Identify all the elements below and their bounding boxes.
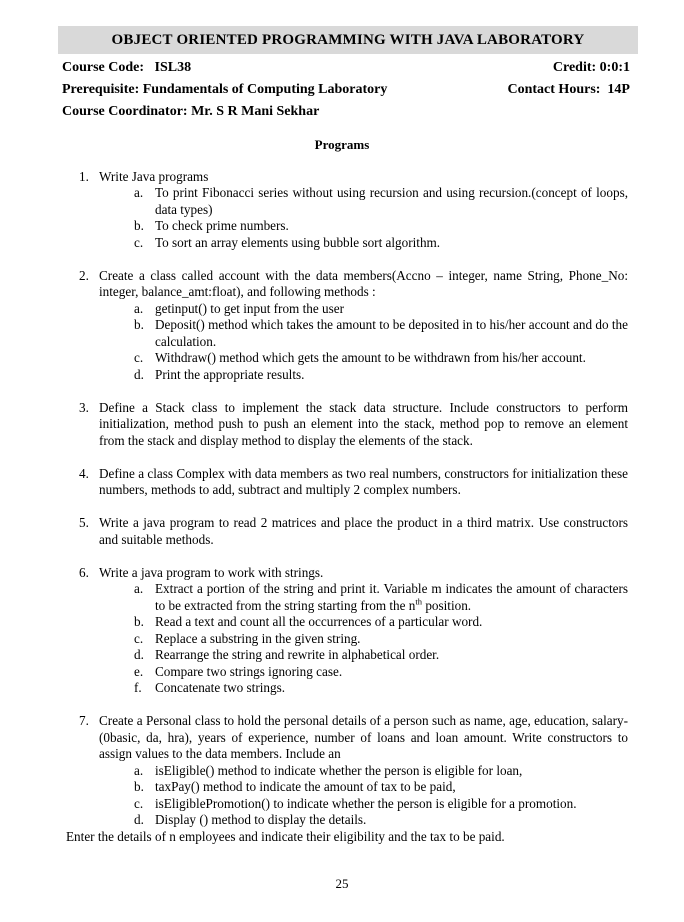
program-item <box>79 565 628 697</box>
program-text: Define a Stack class to implement the stack data structure. Include constructors to perform initialization, method push to push an element into the stack, method pop to remove an element from the stack and display method to display the elements of the stack. <box>99 399 628 448</box>
program-body <box>99 169 628 252</box>
course-code-text: Course Code: ISL38 <box>62 60 192 75</box>
subitem-letter: c. <box>134 234 144 250</box>
subitem-text: To sort an array elements using bubble sort algorithm. <box>155 234 441 250</box>
program-text: Define a class Complex with data members as two real numbers, constructors for initialization these numbers, methods to add, subtract and multiply 2 complex numbers. <box>99 465 628 497</box>
program-body <box>99 515 628 548</box>
header-row-1 <box>62 57 630 79</box>
program-subitem <box>99 350 628 367</box>
superscript-text: th <box>415 596 423 607</box>
contact-hours-text: Contact Hours: 14P <box>507 82 630 97</box>
course-header <box>62 57 630 123</box>
program-item <box>79 515 628 548</box>
program-subitem <box>99 235 628 252</box>
program-subitem <box>99 763 628 780</box>
prerequisite-text: Prerequisite: Fundamentals of Computing Laboratory <box>62 82 388 97</box>
subitem-text: Print the appropriate results. <box>155 366 305 382</box>
subitem-text: Display () method to display the details. <box>155 812 367 827</box>
program-body <box>99 466 628 499</box>
program-number: 4. <box>79 465 89 481</box>
subitem-text: To print Fibonacci series without using recursion and using recursion.(concept of loops, data types) <box>155 185 628 217</box>
program-item <box>79 268 628 384</box>
subitem-text: isEligible() method to indicate whether the person is eligible for loan, <box>155 762 523 778</box>
program-subitem <box>99 664 628 681</box>
program-item <box>79 466 628 499</box>
program-subitem <box>99 779 628 796</box>
program-subitem <box>99 631 628 648</box>
program-subitem <box>99 647 628 664</box>
subitem-letter: a. <box>134 762 144 778</box>
subitem-text: taxPay() method to indicate the amount of tax to be paid, <box>155 779 456 794</box>
program-subitem <box>99 218 628 235</box>
subitem-text: Compare two strings ignoring case. <box>155 663 343 679</box>
program-subitem <box>99 614 628 631</box>
subitem-text: Extract a portion of the string and print it. Variable m indicates the amount of characters to be extracted from the string starting from the $n^{th}$ position. <box>155 581 628 613</box>
program-item <box>79 169 628 252</box>
program-subitem <box>99 796 628 813</box>
program-number: 6. <box>79 564 89 580</box>
program-body <box>99 400 628 450</box>
subitem-text: isEligiblePromotion() to indicate whether the person is eligible for a promotion. <box>155 795 577 811</box>
course-title: OBJECT ORIENTED PROGRAMMING WITH JAVA LABORATORY <box>111 32 585 48</box>
program-text: Create a class called account with the data members(Accno – integer, name String, Phone_No: integer, balance_amt:float), and following methods : <box>99 267 628 299</box>
course-coordinator-text: Course Coordinator: Mr. S R Mani Sekhar <box>62 104 320 119</box>
subitem-letter: e. <box>134 663 144 679</box>
subitem-letter: d. <box>134 647 144 662</box>
subitem-letter: b. <box>134 218 144 233</box>
subitem-text: Deposit() method which takes the amount to be deposited in to his/her account and do the calculation. <box>155 317 628 349</box>
subitem-letter: c. <box>134 795 144 811</box>
program-subitem <box>99 317 628 350</box>
program-item <box>79 713 628 829</box>
subitem-text: getinput() to get input from the user <box>155 300 344 316</box>
program-body <box>99 713 628 829</box>
program-text: Write a java program to work with strings. <box>99 564 324 580</box>
program-body <box>99 268 628 384</box>
subitem-text: Rearrange the string and rewrite in alphabetical order. <box>155 647 440 662</box>
program-text: Write Java programs <box>99 168 209 184</box>
program-subitem <box>99 680 628 697</box>
closing-note: Enter the details of n employees and indicate their eligibility and the tax to be paid. <box>66 828 505 844</box>
program-subitem <box>99 812 628 829</box>
section-heading: Programs <box>314 137 370 152</box>
program-number: 2. <box>79 267 89 283</box>
programs-content <box>62 169 628 846</box>
subitem-letter: b. <box>134 317 144 332</box>
subitem-text: Concatenate two strings. <box>155 680 286 695</box>
subitem-text: To check prime numbers. <box>155 218 289 233</box>
subitem-letter: d. <box>134 366 144 382</box>
program-subitem <box>99 301 628 318</box>
subitem-letter: d. <box>134 812 144 827</box>
program-number: 5. <box>79 515 89 530</box>
subitem-letter: a. <box>134 300 144 316</box>
subitem-letter: c. <box>134 350 144 365</box>
credit-text: Credit: 0:0:1 <box>552 60 630 75</box>
subitem-letter: c. <box>134 630 144 646</box>
header-row-3 <box>62 101 630 123</box>
program-body <box>99 565 628 697</box>
subitem-text: Read a text and count all the occurrences of a particular word. <box>155 614 483 629</box>
page-number: 25 <box>335 876 349 891</box>
header-row-2 <box>62 79 630 101</box>
subitem-letter: a. <box>134 185 144 200</box>
program-number: 7. <box>79 713 89 728</box>
program-subitem <box>99 367 628 384</box>
subitem-text: Withdraw() method which gets the amount to be withdrawn from his/her account. <box>155 350 586 365</box>
program-number: 3. <box>79 399 89 415</box>
subitem-letter: b. <box>134 614 144 629</box>
course-title-banner <box>58 26 638 54</box>
program-number: 1. <box>79 168 89 184</box>
program-text: Write a java program to read 2 matrices and place the product in a third matrix. Use constructors and suitable methods. <box>99 515 628 547</box>
programs-list <box>62 169 628 829</box>
program-subitem <box>99 185 628 218</box>
subitem-letter: b. <box>134 779 144 794</box>
program-subitem <box>99 581 628 614</box>
subitem-letter: a. <box>134 581 144 596</box>
subitem-letter: f. <box>134 680 142 695</box>
program-item <box>79 400 628 450</box>
subitem-text: Replace a substring in the given string. <box>155 630 361 646</box>
program-text: Create a Personal class to hold the personal details of a person such as name, age, education, salary-(0basic, da, hra), years of experience, number of loans and loan amount. Write constructors to assign values to the data members. Include an <box>99 713 628 761</box>
